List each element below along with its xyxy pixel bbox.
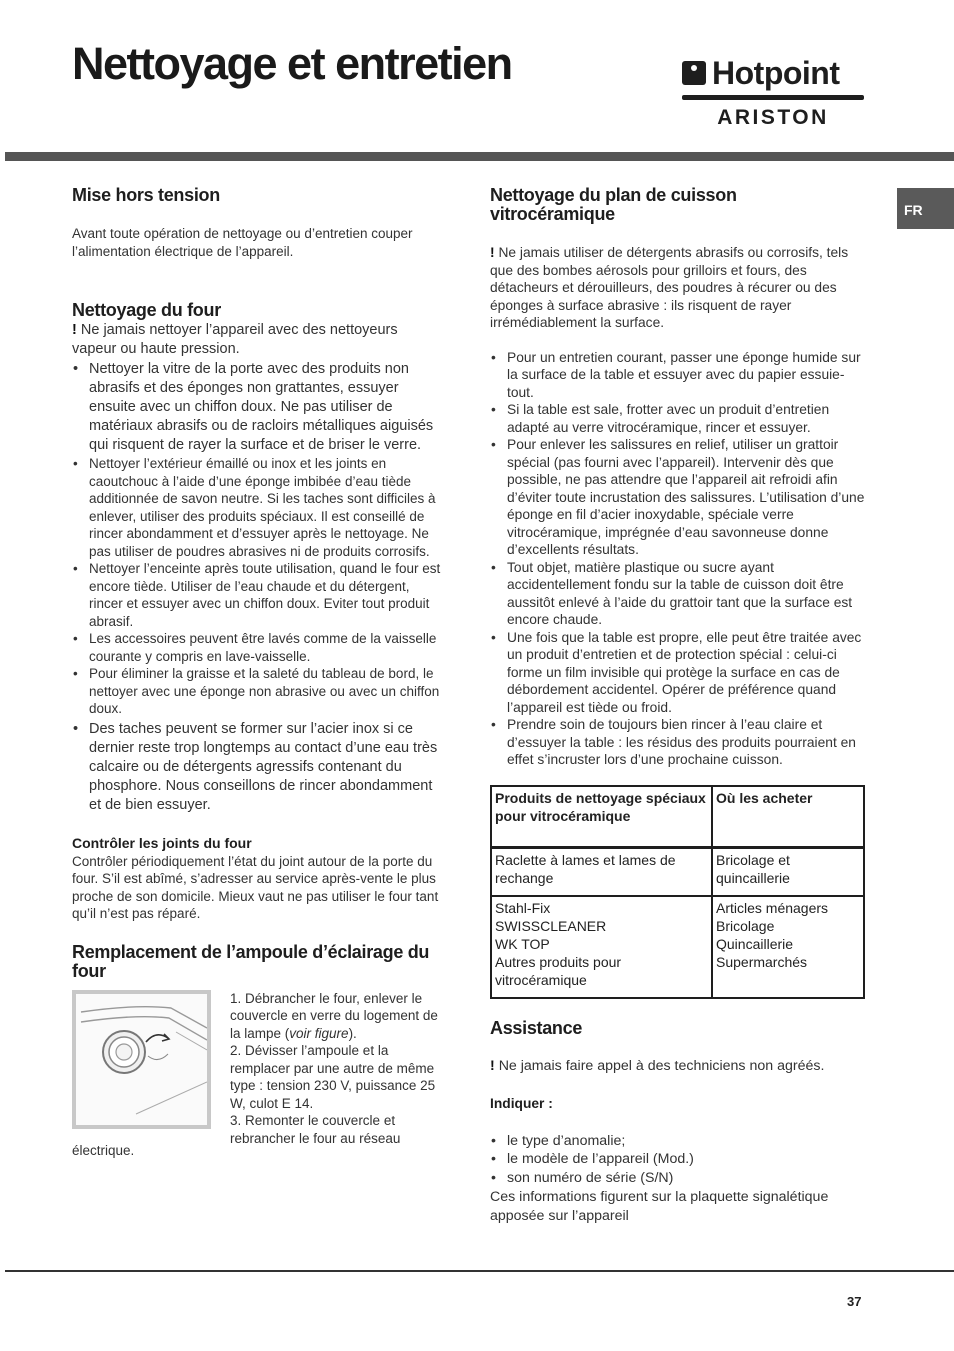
assistance-list — [490, 1132, 866, 1188]
list-item: • Nettoyer l’enceinte après toute utilisation, quand le four est encore tiède. Utiliser de l’eau chaude et du détergent, rincer et essuyer avec un chiffon doux. Eviter tout produit abrasif. — [72, 560, 444, 630]
table-header-products: Produits de nettoyage spéciaux pour vitrocéramique — [491, 786, 712, 848]
door-seals-text: Contrôler périodiquement l’état du joint autour de la porte du four. S’il est abîmé, s’adresser au service après-vente le plus proche de son domicile. Mieux vaut ne pas utiliser le four tant qu’il n’est pas réparé. — [72, 853, 439, 921]
table-cell: Bricolage et quincaillerie — [712, 848, 864, 896]
list-item: • son numéro de série (S/N) — [490, 1169, 866, 1188]
lamp-steps — [230, 990, 445, 1148]
warning-mark: ! — [72, 322, 77, 338]
left-column — [72, 186, 444, 1160]
language-tab: FR — [897, 188, 954, 229]
list-item: • Tout objet, matière plastique ou sucre ayant accidentellement fondu sur la table de cuisson doit être aussitôt enlevé à l’aide du grattoir tant que la surface est encore chaude. — [490, 559, 866, 629]
oven-cleaning-warning — [72, 321, 444, 359]
footer-divider — [5, 1270, 954, 1272]
list-item: • Nettoyer la vitre de la porte avec des produits non abrasifs et des éponges non grattantes, essuyer ensuite avec un chiffon doux. Ne pas utiliser de matériaux abrasifs ou de racloirs métalliques aiguisés qui risquent de rayer la surface et de briser le verre. — [72, 360, 444, 455]
table-cell: Stahl-Fix SWISSCLEANER WK TOP Autres produits pour vitrocéramique — [491, 896, 712, 998]
brand-logo-top — [682, 54, 864, 92]
lamp-section — [72, 990, 444, 1160]
list-item: • Pour un entretien courant, passer une éponge humide sur la surface de la table et essuyer avec du papier essuie-tout. — [490, 349, 866, 402]
warning-text: Ne jamais nettoyer l’appareil avec des nettoyeurs vapeur ou haute pression. — [72, 322, 398, 357]
section-title-assistance: Assistance — [490, 1017, 583, 1038]
table-header-row — [491, 786, 864, 848]
header-divider — [5, 152, 954, 161]
table-cell: Raclette à lames et lames de rechange — [491, 848, 712, 896]
cleaning-products-table — [490, 785, 865, 999]
list-item: • le modèle de l’appareil (Mod.) — [490, 1150, 866, 1169]
page-number: 37 — [847, 1294, 862, 1309]
section-title-door-seals: Contrôler les joints du four — [72, 834, 252, 851]
warning-text: Ne jamais utiliser de détergents abrasifs ou corrosifs, tels que des bombes aérosols pour grilloirs et fours, des détacheurs et dérouilleurs, des poudres à récurer ou des éponges à surface abrasive : ils risquent de rayer irrémédiablement la surface. — [490, 245, 849, 330]
section-title-hob-cleaning: Nettoyage du plan de cuisson vitrocéramique — [490, 185, 737, 224]
list-item: • Pour enlever les salissures en relief, utiliser un grattoir spécial (pas fourni avec l’appareil). Intervenir dès que possible, ne pas attendre que l’appareil ait refroidi afin d’éviter toute incrustation des salissures. L’utilisation d’une éponge en fil d’acier inoxydable, spéciale verre vitrocéramique, imprégnée d’eau savonneuse donne d’excellents résultats. — [490, 436, 866, 559]
assistance-label: Indiquer : — [490, 1096, 553, 1111]
warning-mark: ! — [490, 1057, 495, 1074]
list-item: • Une fois que la table est propre, elle peut être traitée avec un produit d’entretien et de protection spécial : celui-ci forme un film invisible qui protège la surface en cas de débordement accidentel. Opérer de préférence quand l’appareil est tiède ou froid. — [490, 629, 866, 717]
oven-lamp-icon — [76, 994, 207, 1125]
brand-logo — [682, 54, 864, 130]
list-item: • Des taches peuvent se former sur l’acier inox si ce dernier reste trop longtemps au contact d’une eau très calcaire ou de détergents agressifs contenant du phosphore. Nous conseillons de rincer abondamment et de bien essuyer. — [72, 720, 444, 815]
lamp-step-1: 1. Débrancher le four, enlever le couvercle en verre du logement de la lampe (voir figure). — [230, 990, 438, 1041]
section-title-power-off: Mise hors tension — [72, 185, 220, 205]
list-item: • Prendre soin de toujours bien rincer à l’eau claire et d’essuyer la table : les résidus des produits pourraient en effet s’incruster lors d’une prochaine cuisson. — [490, 716, 866, 769]
assistance-warning — [490, 1058, 866, 1076]
table-cell: Articles ménagers Bricolage Quincaillerie Supermarchés — [712, 896, 864, 998]
brand-name: Hotpoint — [712, 55, 840, 91]
right-column — [490, 186, 866, 1225]
power-off-text: Avant toute opération de nettoyage ou d’entretien couper l’alimentation électrique de l’appareil. — [72, 226, 413, 259]
lamp-step-3: 3. Remonter le couvercle et rebrancher le four au réseau — [230, 1113, 401, 1146]
page-title: Nettoyage et entretien — [72, 38, 512, 89]
brand-sub: ARISTON — [717, 106, 829, 129]
list-item: • Les accessoires peuvent être lavés comme de la vaisselle courante y compris en lave-vaisselle. — [72, 630, 444, 665]
list-item: • Nettoyer l’extérieur émaillé ou inox et les joints en caoutchouc à l’aide d’une éponge imbibée d’eau tiède additionnée de savon neutre. Si les taches sont difficiles à enlever, utiliser des produits spéciaux. Il est conseillé de rincer abondamment et d’essuyer après le nettoyage. Ne pas utiliser de poudres abrasives ni de produits corrosifs. — [72, 455, 444, 560]
warning-mark: ! — [490, 245, 495, 260]
oven-lamp-figure — [72, 990, 211, 1129]
assistance-text: Ces informations figurent sur la plaquette signalétique apposée sur l’appareil — [490, 1189, 829, 1224]
hob-cleaning-list — [490, 349, 866, 769]
table-row — [491, 896, 864, 998]
warning-text: Ne jamais faire appel à des techniciens non agréés. — [498, 1057, 825, 1074]
brand-rule — [682, 95, 864, 100]
lamp-step-2: 2. Dévisser l’ampoule et la remplacer par une autre de même type : tension 230 V, puissance 25 W, culot E 14. — [230, 1043, 436, 1111]
hob-warning — [490, 244, 866, 332]
list-item: • Si la table est sale, frotter avec un produit d’entretien adapté au verre vitrocéramique, rincer et essuyer. — [490, 401, 866, 436]
section-title-lamp: Remplacement de l’ampoule d’éclairage du four — [72, 941, 430, 981]
lamp-step-3-end: électrique. — [72, 1142, 135, 1158]
oven-cleaning-list — [72, 360, 444, 815]
table-header-where: Où les acheter — [712, 786, 864, 848]
table-row — [491, 848, 864, 896]
list-item: • le type d’anomalie; — [490, 1132, 866, 1151]
brand-square-icon — [682, 61, 706, 85]
list-item: • Pour éliminer la graisse et la saleté du tableau de bord, le nettoyer avec une éponge non abrasive ou avec un chiffon doux. — [72, 665, 444, 718]
section-title-oven-cleaning: Nettoyage du four — [72, 300, 221, 320]
